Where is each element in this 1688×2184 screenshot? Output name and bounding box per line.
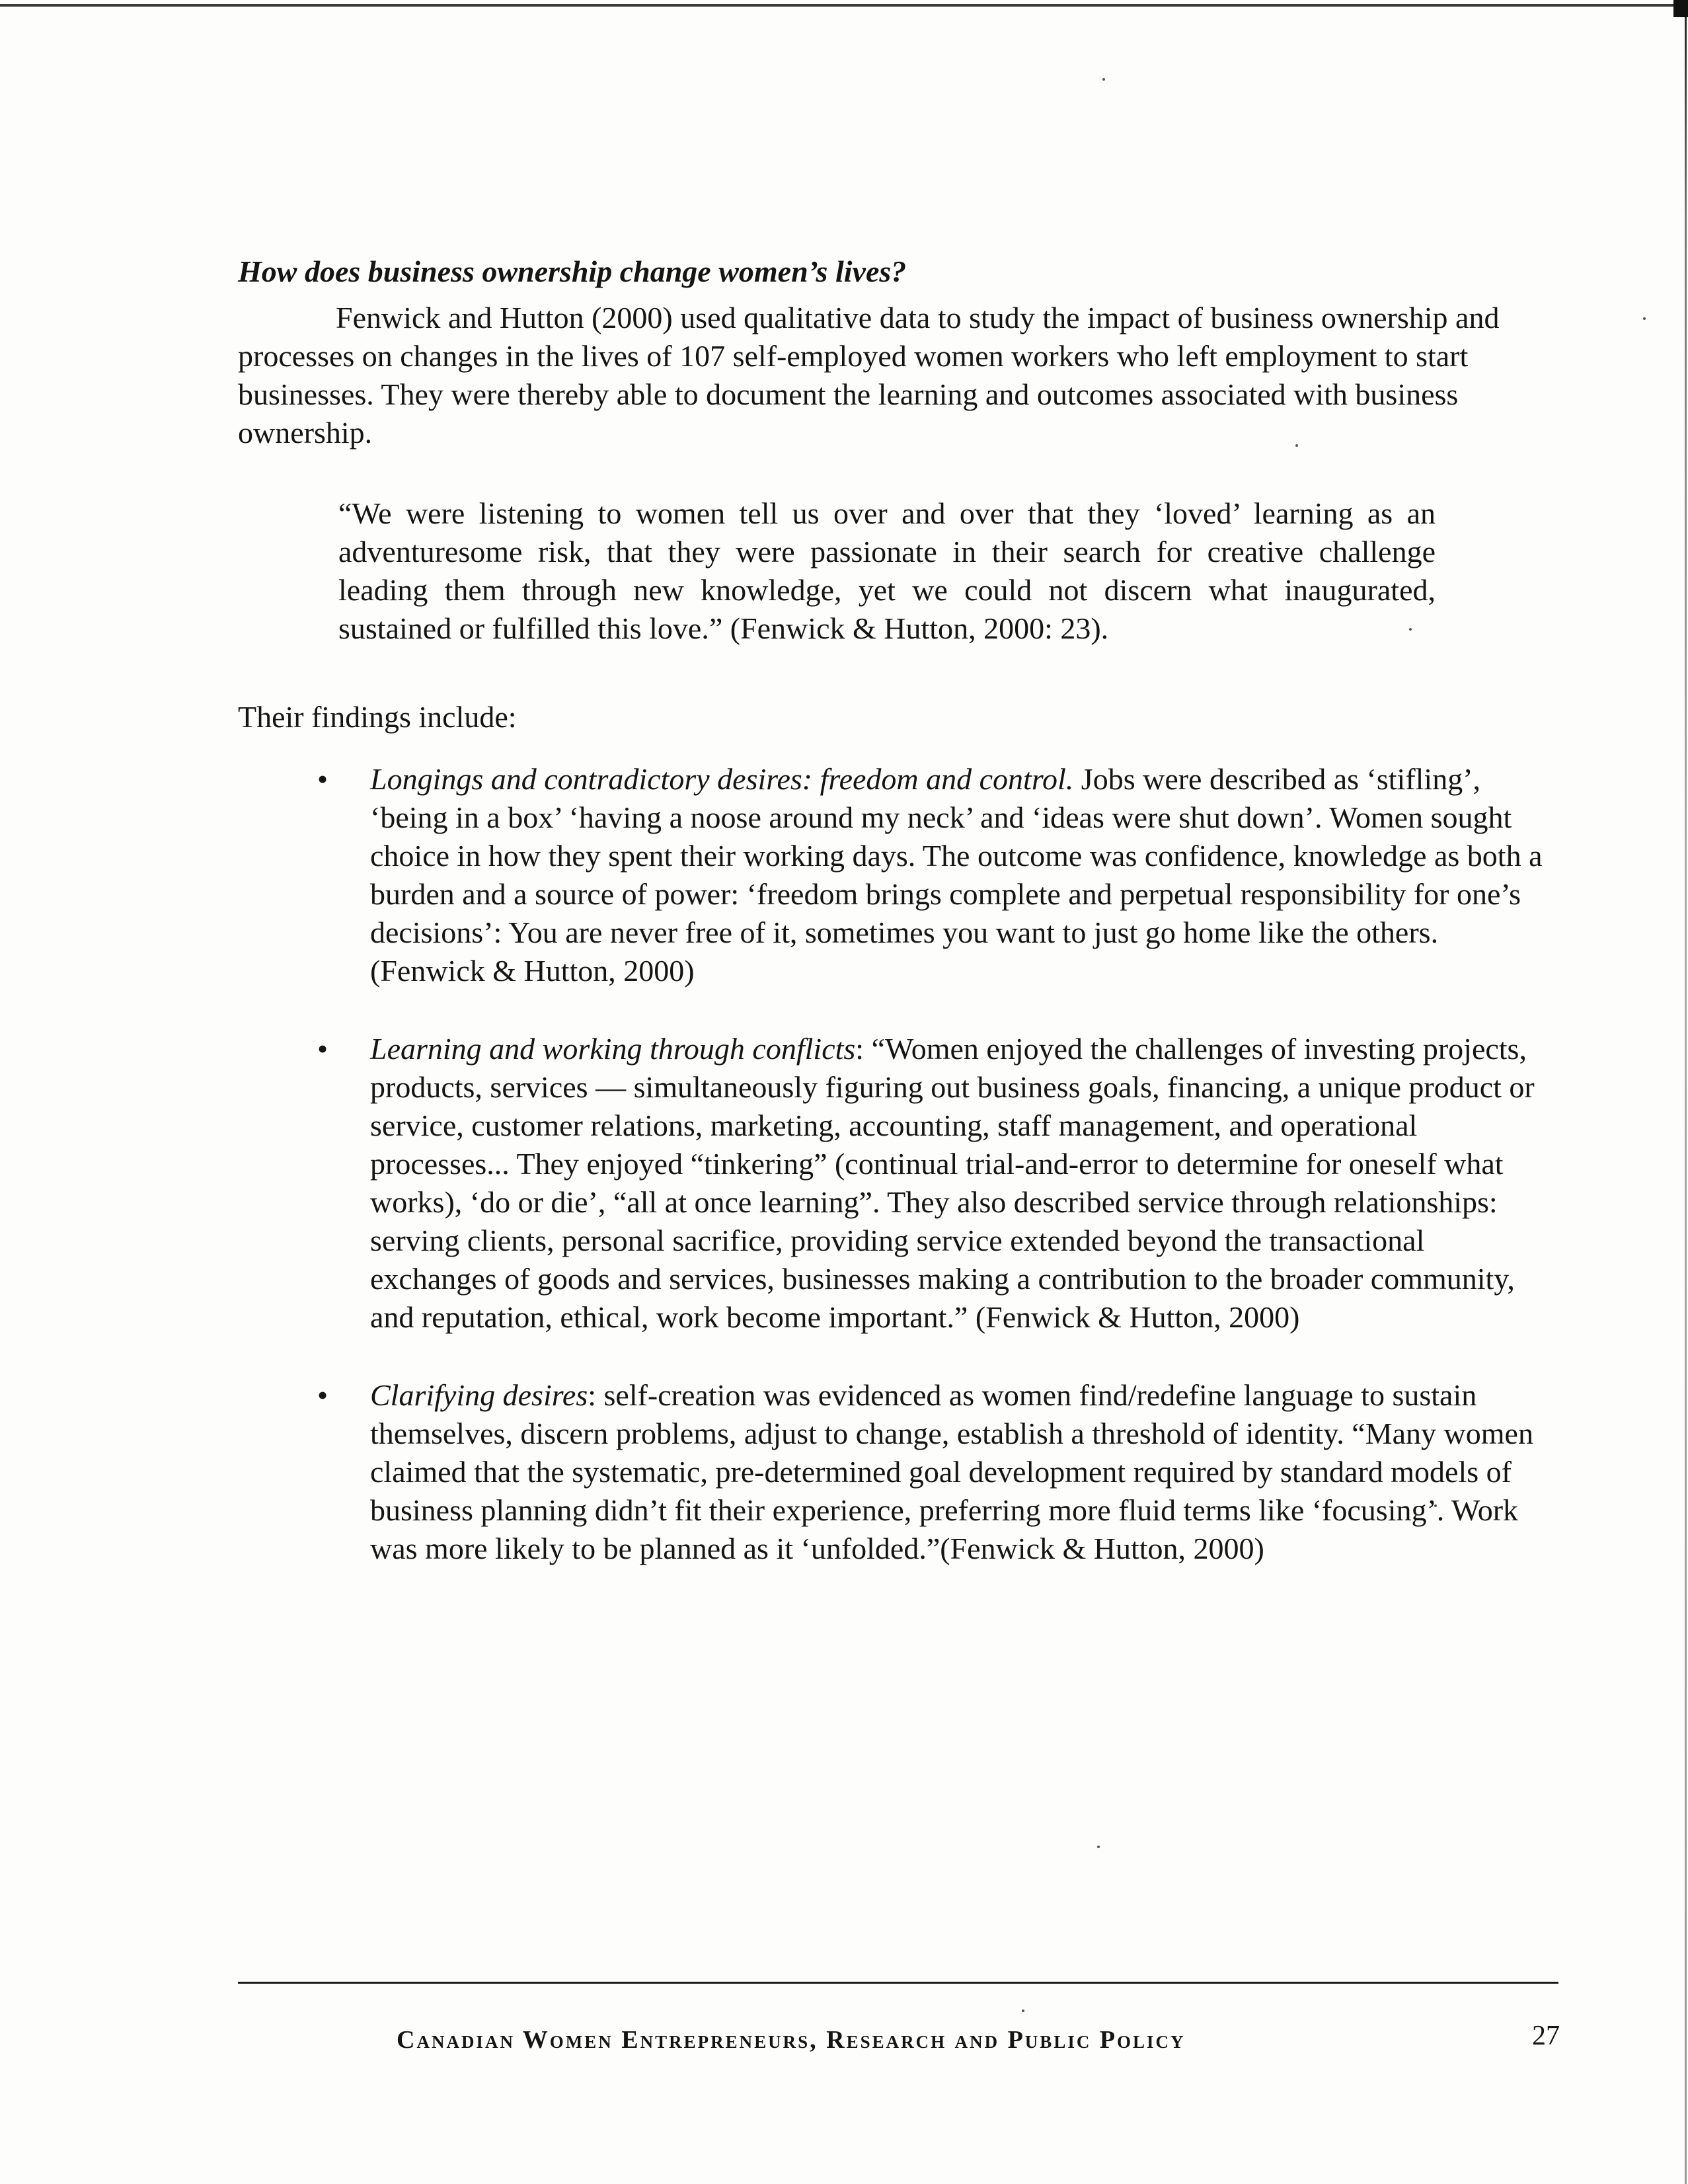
scan-right-edge — [1685, 0, 1687, 2184]
footer-publication-title: Canadian Women Entrepreneurs, Research and Public Policy — [397, 2026, 1186, 2054]
section-heading: How does business ownership change women’s lives? — [238, 254, 907, 288]
bullet-icon: • — [317, 1378, 328, 1412]
scan-top-edge — [0, 4, 1688, 7]
finding-body: Jobs were described as ‘stifling’, ‘being in a box’ ‘having a noose around my neck’ and ‘ideas were shut down’. Women sought choice in how they spent their working days. The outcome was confidence, knowledge as both a burden and a source of power: ‘freedom brings complete and perpetual responsibility for one’s decisions’: You are never free of it, sometimes you want to just go home like the others. (Fenwick & Hutton, 2000) — [370, 762, 1543, 988]
bullet-icon: • — [317, 762, 328, 796]
finding-lead: Clarifying desires — [370, 1378, 588, 1412]
scan-speck — [1643, 317, 1646, 320]
block-quote: “We were listening to women tell us over and over that they ‘loved’ learning as an adventuresome risk, that they were passionate in their search for creative challenge leading them through new knowledge, yet we could not discern what inaugurated, sustained or fulfilled this love.” (Fenwick & Hutton, 2000: 23). — [338, 496, 1436, 645]
footer-rule — [238, 1982, 1558, 1984]
intro-paragraph: Fenwick and Hutton (2000) used qualitative data to study the impact of business ownership and processes on changes in the lives of 107 self-employed women workers who left employment to start businesses. They were thereby able to document the learning and outcomes associated with business ownership. — [238, 301, 1500, 449]
finding-lead: Longings and contradictory desires: freedom and control. — [370, 762, 1074, 796]
findings-intro: Their findings include: — [238, 700, 517, 734]
finding-body: : self-creation was evidenced as women find/redefine language to sustain themselves, discern problems, adjust to change, establish a threshold of identity. “Many women claimed that the systematic, pre-determined goal development required by standard models of business planning didn’t fit their experience, preferring more fluid terms like ‘focusing’. Work was more likely to be planned as it ‘unfolded.”(Fenwick & Hutton, 2000) — [370, 1378, 1533, 1565]
finding-body: : “Women enjoyed the challenges of investing projects, products, services — simultaneously figuring out business goals, financing, a unique product or service, customer relations, marketing, accounting, staff management, and operational processes... They enjoyed “tinkering” (continual trial-and-error to determine for oneself what works), ‘do or die’, “all at once learning”. They also described service through relationships: serving clients, personal sacrifice, providing service extended beyond the transactional exchanges of goods and services, businesses making a contribution to the broader community, and reputation, ethical, work become important.” (Fenwick & Hutton, 2000) — [370, 1032, 1535, 1334]
scan-corner-mark — [1673, 0, 1688, 17]
scan-speck — [1097, 1846, 1100, 1848]
finding-lead: Learning and working through conflicts — [370, 1032, 856, 1066]
finding-item — [317, 1376, 1547, 1568]
findings-list — [317, 760, 1547, 1608]
finding-item — [317, 760, 1547, 990]
finding-item — [317, 1030, 1547, 1337]
bullet-icon: • — [317, 1032, 328, 1066]
page-number: 27 — [1532, 2021, 1560, 2051]
scan-speck — [1022, 2009, 1024, 2012]
scan-speck — [1102, 78, 1105, 81]
